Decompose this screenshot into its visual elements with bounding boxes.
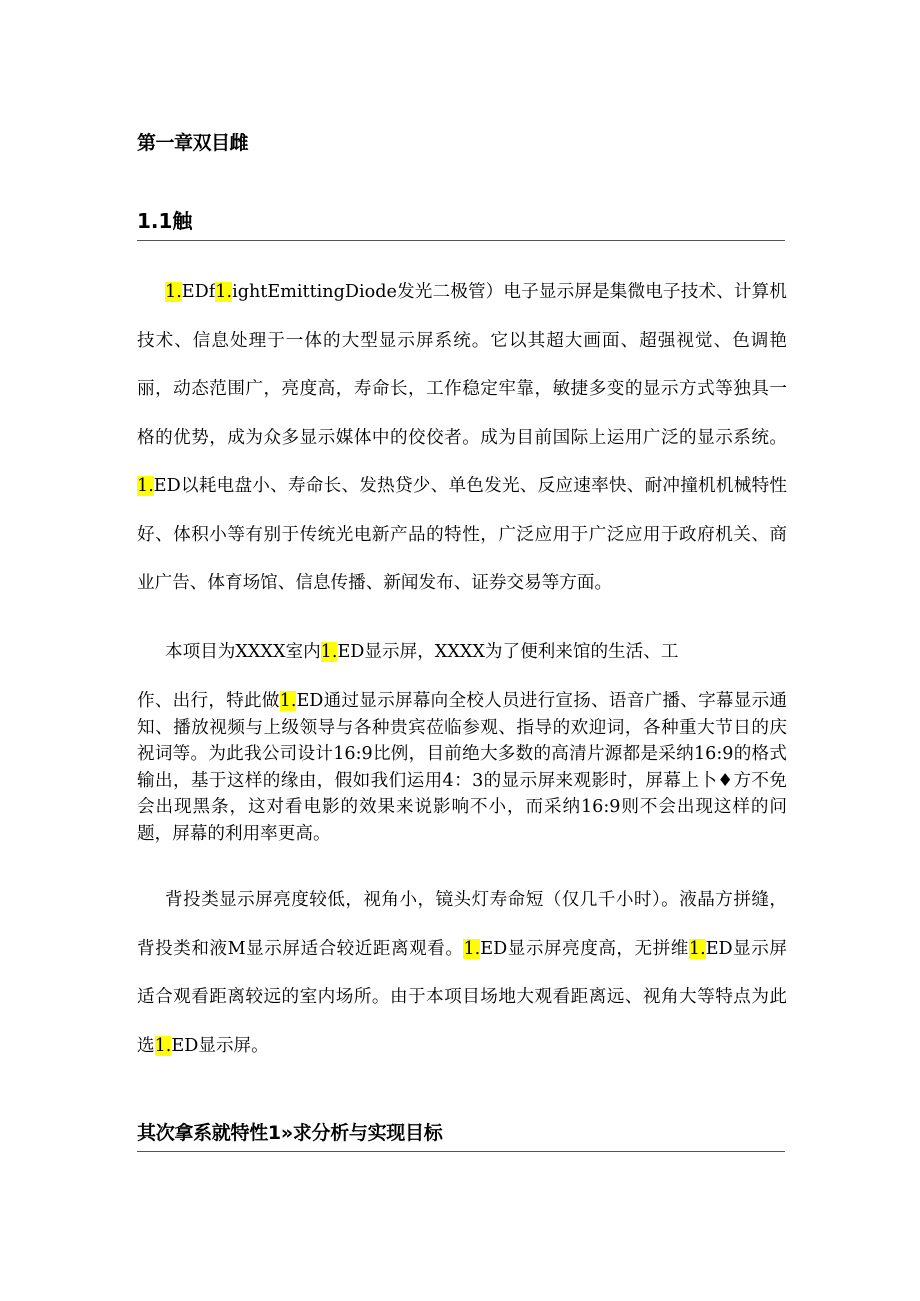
highlight-mark: 1. [215,282,233,302]
paragraph-project-line1 [137,637,787,667]
paragraph-text: 背投类显示屏亮度较低，视角小，镜头灯寿命短（仅几千小时）。液晶方拼缝，背投类和液M显示屏适合较近距离观看。 [137,890,787,959]
paragraph-text: 本项目为XXXX室内 [165,642,321,662]
paragraph-display-comparison [137,876,787,1070]
paragraph-text: 作、出行，特此做 [137,691,280,711]
highlight-mark: 1. [165,282,182,302]
highlight-mark: 1. [154,1035,172,1056]
paragraph-text: ED以耗电盘小、寿命长、发热贷少、单色发光、反应速率快、耐冲撞机机械特性好、体积小等有别于传统光电新产品的特性，广泛应用于广泛应用于政府机关、商业广告、体育场馆、信息传播、新闻发布、证券交易等方面。 [137,476,787,593]
paragraph-text: ED通过显示屏幕向全校人员进行宣扬、语音广播、字幕显示通知、播放视频与上级领导与各种贵宾莅临参观、指导的欢迎词，各种重大节日的庆祝词等。为此我公司设计16:9比例，目前绝大多数的高清片源都是采纳16:9的格式输出，基于这样的缘由，假如我们运用4：3的显示屏来观影时，屏幕上卜♦方不免会出现黑条，这对看电影的效果来说影响不小，而采纳16:9则不会出现这样的问题，屏幕的利用率更高。 [137,691,787,844]
highlight-mark: 1. [320,642,338,662]
paragraph-text: ED显示屏亮度高，无拼维 [480,938,689,959]
highlight-mark: 1. [137,476,154,496]
highlight-mark: 1. [688,938,706,959]
chapter-title: 第一章双目雌 [137,132,249,154]
paragraph-led-intro [137,268,787,608]
paragraph-text: EDf [181,282,216,302]
paragraph-text: ED显示屏。 [171,1035,269,1056]
paragraph-text: ED显示屏适合观看距离较远的室内场所。由于本项目场地大观看距离远、视角大等特点为此选 [137,938,787,1056]
paragraph-project-body [137,688,787,847]
paragraph-text: ED显示屏，XXXX为了便利来馆的生活、工 [337,642,679,662]
highlight-mark: 1. [279,691,297,711]
section-title: 1.1触 [137,205,785,241]
paragraph-text: ightEmittingDiode发光二极管）电子显示屏是集微电子技术、计算机技术、信息处理于一体的大型显示屏系统。它以其超大画面、超强视觉、色调艳丽，动态范围广，亮度高，寿命长，工作稳定牢靠，敏捷多变的显示方式等独具一格的优势，成为众多显示媒体中的佼佼者。成为目前国际上运用广泛的显示系统。 [137,282,787,448]
highlight-mark: 1. [463,938,481,959]
section2-title: 其次拿系就特性1»求分析与实现目标 [137,1118,785,1152]
